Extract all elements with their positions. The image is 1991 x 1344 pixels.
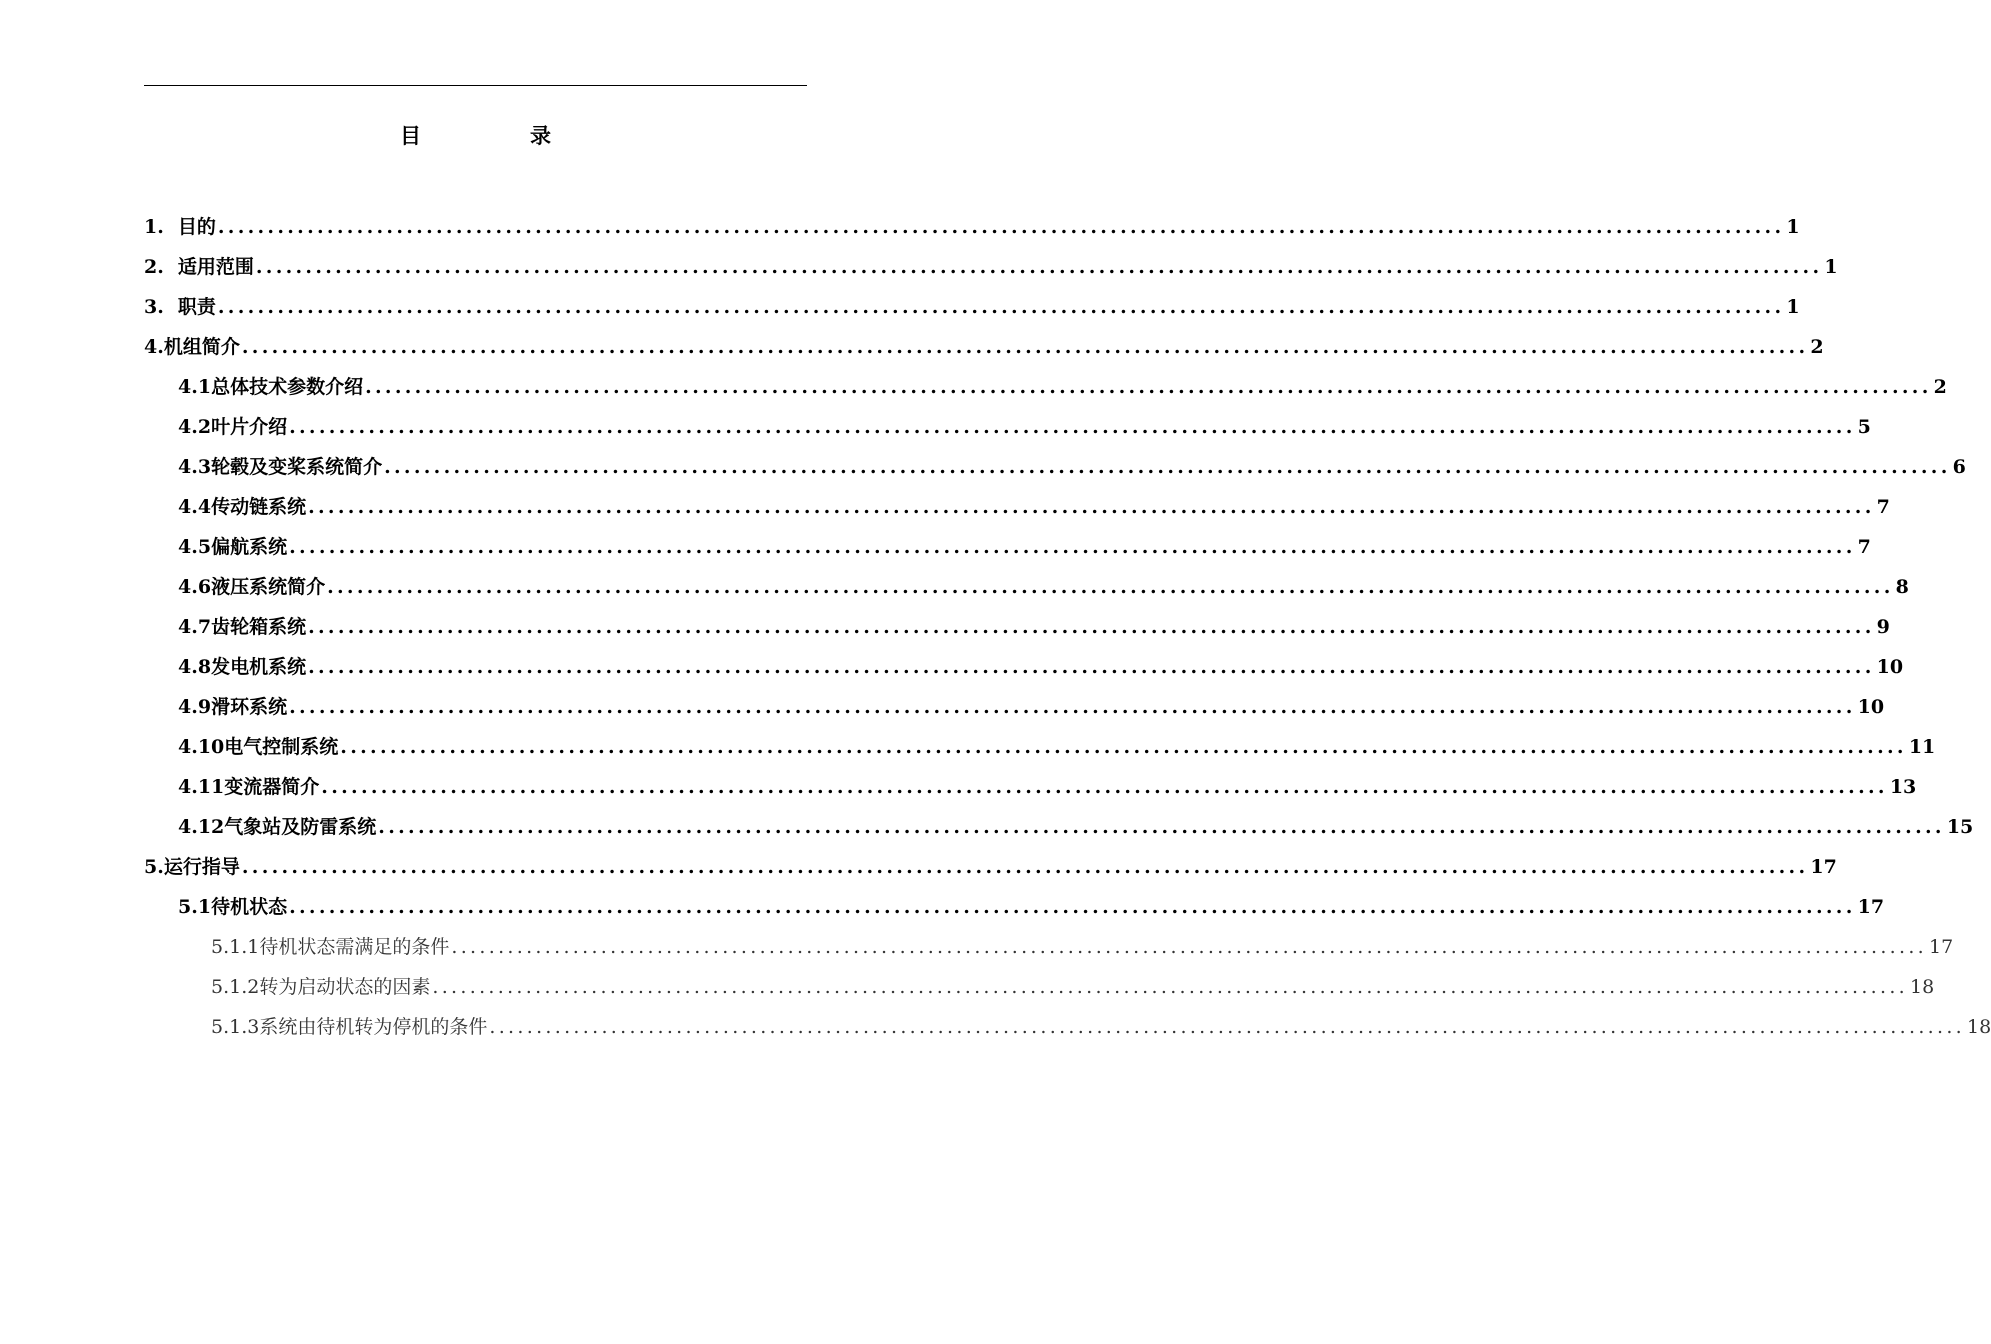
toc-entry-title: 叶片介绍 — [211, 416, 288, 438]
toc-leader-dots: .............................................................................................................................................................. — [289, 896, 1856, 918]
toc-entry-page: 17 — [1810, 856, 1837, 878]
toc-entry-number: 4.9 — [178, 696, 212, 718]
toc-entry-number: 4.3 — [178, 456, 212, 478]
toc-entry-number: 4. — [144, 336, 164, 358]
toc-entry[interactable] — [144, 292, 1800, 322]
toc-entry[interactable] — [178, 652, 1904, 682]
toc-entry-title: 系统由待机转为停机的条件 — [259, 1016, 488, 1038]
toc-entry-title: 气象站及防雷系统 — [224, 816, 377, 838]
toc-entry-page: 6 — [1952, 456, 1966, 478]
toc-entry[interactable] — [178, 612, 1890, 642]
toc-entry-title: 轮毂及变桨系统简介 — [211, 456, 383, 478]
toc-leader-dots: .............................................................................................................................................................. — [217, 216, 1785, 238]
toc-leader-dots: .............................................................................................................................................................. — [289, 696, 1856, 718]
toc-entry[interactable] — [178, 532, 1871, 562]
toc-leader-dots: .............................................................................................................................................................. — [308, 496, 1875, 518]
toc-entry-page: 10 — [1876, 656, 1904, 678]
toc-entry-number: 1. — [144, 216, 164, 238]
toc-leader-dots: .............................................................................................................................................................. — [327, 576, 1894, 598]
toc-entry-page: 7 — [1876, 496, 1890, 518]
toc-entry[interactable] — [178, 692, 1885, 722]
toc-entry-page: 1 — [1786, 216, 1800, 238]
toc-entry[interactable] — [178, 892, 1885, 922]
toc-entry-page: 5 — [1857, 416, 1871, 438]
toc-leader-dots: .............................................................................................................................................................. — [489, 1016, 1966, 1038]
toc-entry-title: 待机状态 — [211, 896, 288, 918]
page-title: 目 录 — [400, 123, 595, 148]
toc-entry-number: 4.2 — [178, 416, 212, 438]
toc-entry[interactable] — [144, 252, 1838, 282]
toc-entry-title: 机组简介 — [163, 336, 240, 358]
toc-entry-number: 4.11 — [178, 776, 225, 798]
toc-entry-number: 5.1.2 — [211, 976, 260, 998]
toc-entry-title: 电气控制系统 — [224, 736, 339, 758]
toc-entry-page: 18 — [1910, 976, 1935, 998]
toc-leader-dots: .............................................................................................................................................................. — [217, 296, 1785, 318]
toc-entry-page: 8 — [1895, 576, 1909, 598]
toc-leader-dots: .............................................................................................................................................................. — [384, 456, 1951, 478]
toc-entry[interactable] — [211, 1012, 1991, 1042]
toc-entry-number: 5.1.3 — [211, 1016, 260, 1038]
toc-entry-number: 4.1 — [178, 376, 212, 398]
toc-entry-number: 4.7 — [178, 616, 212, 638]
toc-entry[interactable] — [178, 572, 1909, 602]
toc-entry-number: 3. — [144, 296, 164, 318]
toc-entry-page: 15 — [1946, 816, 1974, 838]
toc-leader-dots: .............................................................................................................................................................. — [321, 776, 1888, 798]
toc-entry-title: 待机状态需满足的条件 — [259, 936, 450, 958]
toc-leader-dots: .............................................................................................................................................................. — [451, 936, 1928, 958]
toc-entry-title: 偏航系统 — [211, 536, 288, 558]
toc-entry[interactable] — [211, 932, 1954, 962]
toc-entry-title: 职责 — [177, 296, 216, 318]
toc-entry-number: 5. — [144, 856, 164, 878]
toc-entry-page: 7 — [1857, 536, 1871, 558]
toc-leader-dots: .............................................................................................................................................................. — [378, 816, 1945, 838]
toc-entry-page: 2 — [1810, 336, 1824, 358]
toc-entry[interactable] — [178, 772, 1917, 802]
toc-entry-number: 4.12 — [178, 816, 225, 838]
toc-entry-title: 目的 — [177, 216, 216, 238]
toc-entry-number: 2. — [144, 256, 164, 278]
toc-entry-title: 滑环系统 — [211, 696, 288, 718]
toc-leader-dots: .............................................................................................................................................................. — [289, 416, 1856, 438]
toc-entry[interactable] — [178, 372, 1947, 402]
toc-leader-dots: .............................................................................................................................................................. — [255, 256, 1823, 278]
toc-entry-number: 5.1.1 — [211, 936, 260, 958]
toc-entry[interactable] — [178, 492, 1890, 522]
toc-entry-number: 4.10 — [178, 736, 225, 758]
toc-entry-title: 总体技术参数介绍 — [211, 376, 364, 398]
toc-entry-number: 4.8 — [178, 656, 212, 678]
toc-entry-title: 齿轮箱系统 — [211, 616, 307, 638]
toc-entry-number: 4.6 — [178, 576, 212, 598]
toc-entry-page: 11 — [1908, 736, 1936, 758]
toc-entry-page: 13 — [1889, 776, 1917, 798]
toc-entry[interactable] — [178, 412, 1871, 442]
toc-entry-page: 18 — [1967, 1016, 1991, 1038]
toc-entry-number: 5.1 — [178, 896, 212, 918]
toc-entry-page: 1 — [1786, 296, 1800, 318]
toc-entry-page: 1 — [1824, 256, 1838, 278]
toc-leader-dots: .............................................................................................................................................................. — [241, 856, 1809, 878]
toc-entry-page: 2 — [1933, 376, 1947, 398]
toc-leader-dots: .............................................................................................................................................................. — [241, 336, 1809, 358]
toc-entry[interactable] — [178, 732, 1936, 762]
toc-entry-page: 17 — [1929, 936, 1954, 958]
toc-entry-page: 10 — [1857, 696, 1885, 718]
toc-leader-dots: .............................................................................................................................................................. — [340, 736, 1907, 758]
toc-entry[interactable] — [211, 972, 1935, 1002]
toc-entry[interactable] — [144, 332, 1824, 362]
toc-entry-title: 传动链系统 — [211, 496, 307, 518]
toc-entry-number: 4.4 — [178, 496, 212, 518]
toc-entry-page: 17 — [1857, 896, 1885, 918]
toc-entry[interactable] — [178, 812, 1974, 842]
toc-entry-title: 适用范围 — [177, 256, 254, 278]
toc-leader-dots: .............................................................................................................................................................. — [289, 536, 1856, 558]
toc-entry-title: 运行指导 — [163, 856, 240, 878]
toc-entry-page: 9 — [1876, 616, 1890, 638]
toc-leader-dots: .............................................................................................................................................................. — [432, 976, 1909, 998]
toc-entry[interactable] — [178, 452, 1966, 482]
toc-entry-title: 发电机系统 — [211, 656, 307, 678]
toc-leader-dots: .............................................................................................................................................................. — [308, 616, 1875, 638]
toc-entry[interactable] — [144, 852, 1837, 882]
toc-entry[interactable] — [144, 212, 1800, 242]
toc-entry-title: 转为启动状态的因素 — [259, 976, 431, 998]
toc-leader-dots: .............................................................................................................................................................. — [365, 376, 1932, 398]
toc-entry-number: 4.5 — [178, 536, 212, 558]
toc-entry-title: 液压系统简介 — [211, 576, 326, 598]
toc-entry-title: 变流器简介 — [224, 776, 320, 798]
toc-leader-dots: .............................................................................................................................................................. — [308, 656, 1875, 678]
